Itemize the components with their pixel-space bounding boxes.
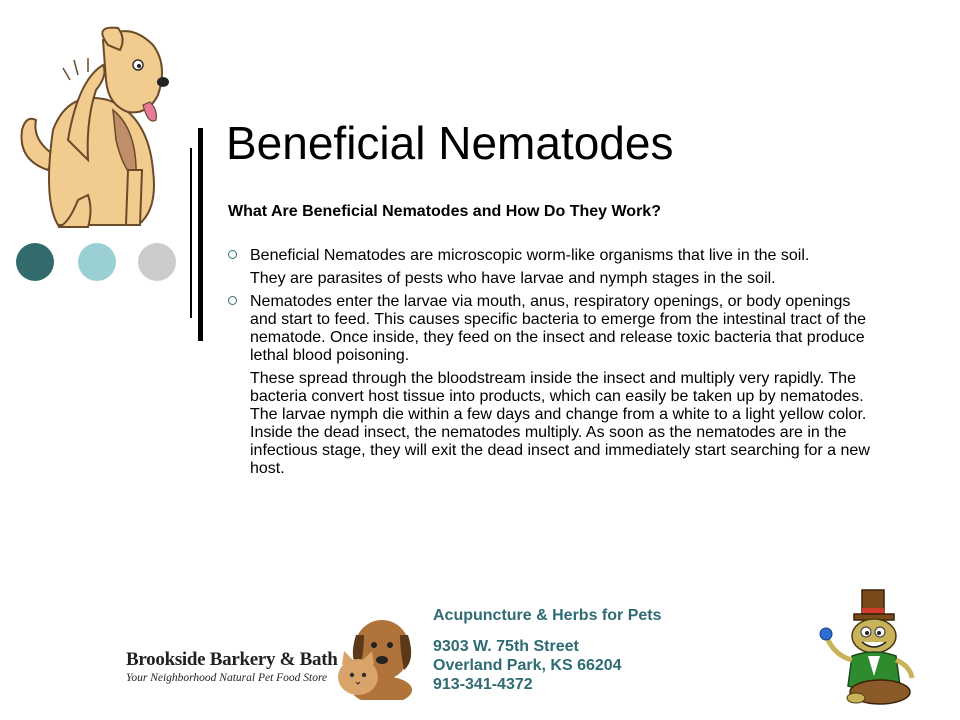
paragraph-text: Beneficial Nematodes are microscopic worm-like organisms that live in the soil. xyxy=(250,247,810,264)
slide-title: Beneficial Nematodes xyxy=(226,117,674,169)
decorative-circle-light xyxy=(78,243,116,281)
slide-body xyxy=(228,247,878,483)
dog-and-cat-photo-icon xyxy=(330,605,420,700)
bullet-paragraph xyxy=(228,247,878,265)
vertical-divider-thick xyxy=(198,128,203,341)
paragraph-text: Nematodes enter the larvae via mouth, anus, respiratory openings, or body openings and start to feed. This causes specific bacteria to emerge from the intestinal tract of the nematode. Once inside, they feed on the insect and release toxic bacteria that produce lethal blood poisoning. xyxy=(250,293,867,364)
scratching-dog-illustration xyxy=(8,20,178,235)
continuation-paragraph xyxy=(228,370,878,478)
cartoon-character-illustration xyxy=(812,586,922,706)
paragraph-text: These spread through the bloodstream inside the insect and multiply very rapidly. The bacteria convert host tissue into products, which can easily be taken up by nematodes. The larvae nymph die within a few days and change from a white to a light yellow color. Inside the dead insect, the nematodes multiply. As soon as the nematodes are in the infectious stage, they will exit the dead insect and immediately start searching for a new host. xyxy=(250,370,870,477)
bullet-ring-icon xyxy=(228,296,237,305)
store-title: Acupuncture & Herbs for Pets xyxy=(433,607,662,624)
address-line-2: Overland Park, KS 66204 xyxy=(433,657,622,674)
phone-number: 913-341-4372 xyxy=(433,676,533,693)
store-logo-tagline: Your Neighborhood Natural Pet Food Store xyxy=(126,672,328,684)
store-logo xyxy=(120,605,420,700)
decorative-circle-gray xyxy=(138,243,176,281)
vertical-divider-thin xyxy=(190,148,192,318)
decorative-circle-dark xyxy=(16,243,54,281)
continuation-paragraph xyxy=(228,270,878,288)
bullet-ring-icon xyxy=(228,250,237,259)
bullet-paragraph xyxy=(228,293,878,365)
store-contact-info xyxy=(433,606,661,694)
address-line-1: 9303 W. 75th Street xyxy=(433,638,579,655)
paragraph-text: They are parasites of pests who have larvae and nymph stages in the soil. xyxy=(250,270,776,287)
slide-subtitle: What Are Beneficial Nematodes and How Do They Work? xyxy=(228,203,661,220)
store-logo-name: Brookside Barkery & Bath xyxy=(126,649,338,670)
